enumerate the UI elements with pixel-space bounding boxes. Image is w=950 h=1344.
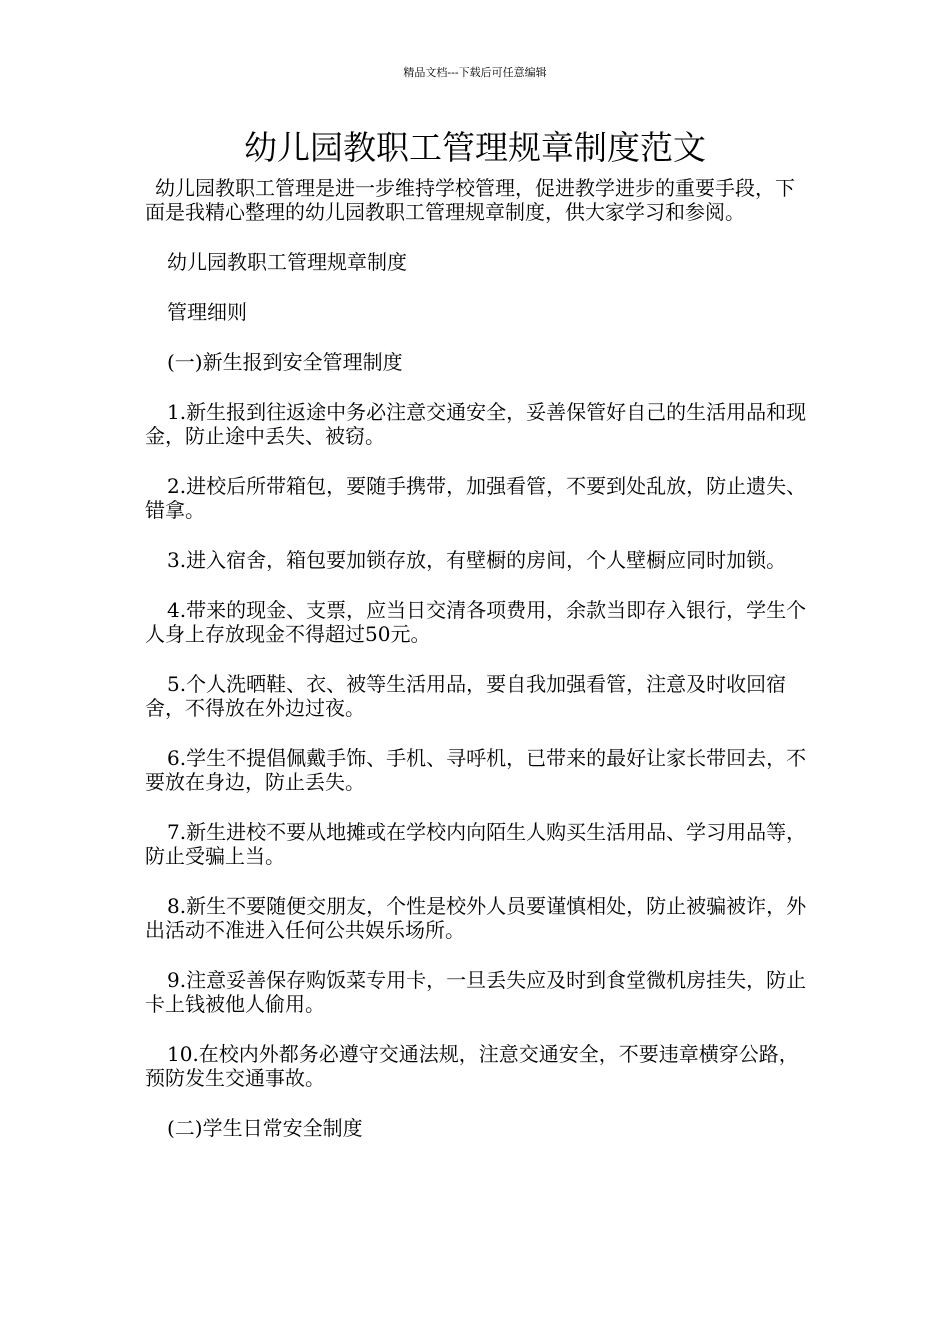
- rule-item-10: 10.在校内外都务必遵守交通法规，注意交通安全，不要违章横穿公路，预防发生交通事故。: [145, 1042, 799, 1090]
- section-title-1: (一)新生报到安全管理制度: [167, 350, 403, 374]
- rule-item-8: 8.新生不要随便交朋友，个性是校外人员要谨慎相处，防止被骗被诈，外出活动不准进入任何公共娱乐场所。: [145, 894, 807, 942]
- subsection-heading: 管理细则: [167, 300, 247, 324]
- rule-item-9: 9.注意妥善保存购饭菜专用卡，一旦丢失应及时到食堂微机房挂失，防止卡上钱被他人偷用。: [145, 968, 807, 1016]
- header-note: 精品文档---下载后可任意编辑: [403, 66, 547, 79]
- document-body: [145, 176, 810, 1166]
- rule-item-4: 4.带来的现金、支票，应当日交清各项费用，余款当即存入银行，学生个人身上存放现金不得超过50元。: [145, 598, 807, 646]
- rule-item-6: 6.学生不提倡佩戴手饰、手机、寻呼机，已带来的最好让家长带回去，不要放在身边，防止丢失。: [145, 746, 807, 794]
- rule-item-1: 1.新生报到往返途中务必注意交通安全，妥善保管好自己的生活用品和现金，防止途中丢失、被窃。: [145, 400, 807, 448]
- section-title-2: (二)学生日常安全制度: [167, 1116, 363, 1140]
- rule-item-3: 3.进入宿舍，箱包要加锁存放，有壁橱的房间，个人壁橱应同时加锁。: [167, 548, 787, 572]
- rule-item-7: 7.新生进校不要从地摊或在学校内向陌生人购买生活用品、学习用品等，防止受骗上当。: [145, 820, 807, 868]
- rule-item-5: 5.个人洗晒鞋、衣、被等生活用品，要自我加强看管，注意及时收回宿舍，不得放在外边过夜。: [145, 672, 787, 720]
- intro-paragraph: 幼儿园教职工管理是进一步维持学校管理，促进教学进步的重要手段，下面是我精心整理的幼儿园教职工管理规章制度，供大家学习和参阅。: [145, 176, 795, 224]
- document-title: 幼儿园教职工管理规章制度范文: [244, 128, 706, 167]
- rule-item-2: 2.进校后所带箱包，要随手携带，加强看管，不要到处乱放，防止遗失、错拿。: [145, 474, 807, 522]
- section-heading: 幼儿园教职工管理规章制度: [167, 250, 407, 274]
